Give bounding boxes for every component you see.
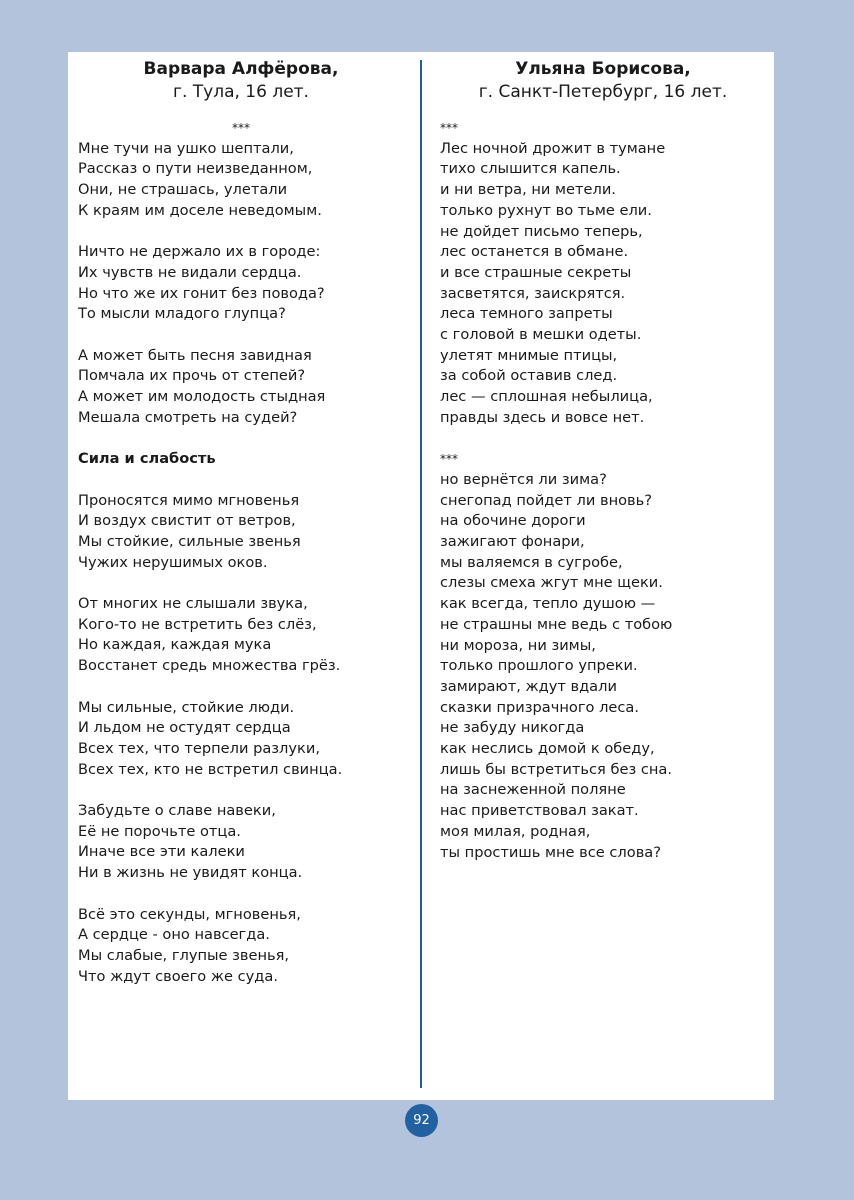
poem-line: как неслись домой к обеду,	[440, 740, 655, 758]
poem-line: Кого-то не встретить без слёз,	[78, 615, 317, 633]
poem-line: улетят мнимые птицы,	[440, 346, 618, 364]
poem-line: с головой в мешки одеты.	[440, 326, 642, 344]
poem-line: И воздух свистит от ветров,	[78, 512, 296, 530]
left-author-name: Варвара Алфёрова,	[143, 59, 339, 79]
poem-line: сказки призрачного леса.	[440, 698, 639, 716]
poem-line: Мы слабые, глупые звенья,	[78, 946, 290, 964]
right-poem1-marker: ***	[440, 121, 458, 135]
poem-line: но вернётся ли зима?	[440, 470, 607, 488]
page-number-badge: 92	[405, 1104, 438, 1137]
poem-line: Лес ночной дрожит в тумане	[440, 139, 666, 157]
poem-line: как всегда, тепло душою —	[440, 595, 656, 613]
poem-line: Восстанет средь множества грёз.	[78, 657, 341, 675]
left-poem1-marker: ***	[232, 121, 250, 135]
left-poem2-stanza	[78, 801, 404, 884]
poem-line: То мысли младого глупца?	[78, 305, 286, 323]
poem-line: К краям им доселе неведомым.	[78, 201, 322, 219]
poem-line: только прошлого упреки.	[440, 657, 638, 675]
poem-line: тихо слышится капель.	[440, 160, 621, 178]
poem-line: за собой оставив след.	[440, 367, 618, 385]
left-poem2	[78, 491, 404, 988]
left-poems	[78, 118, 404, 987]
poem-line: Всех тех, что терпели разлуки,	[78, 739, 320, 757]
poem-line: нас приветствовал закат.	[440, 802, 639, 820]
poem-line: Проносятся мимо мгновенья	[78, 491, 300, 509]
left-author-header	[78, 58, 404, 104]
poem-line: замирают, ждут вдали	[440, 677, 617, 695]
poem-line: моя милая, родная,	[440, 822, 591, 840]
right-poem2-marker: ***	[440, 452, 458, 467]
poem-line: Ни в жизнь не увидят конца.	[78, 864, 303, 882]
left-author-city: г. Тула, 16 лет.	[173, 82, 309, 102]
left-poem2-title: Сила и слабость	[78, 450, 216, 468]
poem-line: И льдом не остудят сердца	[78, 719, 291, 737]
right-poem1	[440, 139, 766, 429]
poem-line: не страшны мне ведь с тобою	[440, 615, 673, 633]
poem-line: Мне тучи на ушко шептали,	[78, 139, 294, 157]
poem-line: мы валяемся в сугробе,	[440, 553, 623, 571]
page-sheet	[68, 52, 774, 1100]
poem-line: Но каждая, каждая мука	[78, 636, 272, 654]
right-poem2	[440, 470, 766, 863]
poem-line: лес — сплошная небылица,	[440, 388, 653, 406]
left-poem2-stanza	[78, 698, 404, 781]
poem-line: ни мороза, ни зимы,	[440, 636, 596, 654]
poem-line: Мы сильные, стойкие люди.	[78, 698, 295, 716]
poem-line: только рухнут во тьме ели.	[440, 201, 652, 219]
left-poem2-stanza	[78, 594, 404, 677]
left-column	[78, 58, 404, 1008]
poem-line: Всех тех, кто не встретил свинца.	[78, 760, 343, 778]
poem-line: Помчала их прочь от степей?	[78, 367, 306, 385]
poem-line: А может им молодость стыдная	[78, 388, 326, 406]
poem-line: не забуду никогда	[440, 719, 585, 737]
left-poem1-stanza	[78, 139, 404, 222]
poem-line: правды здесь и вовсе нет.	[440, 408, 645, 426]
left-poem2-stanza	[78, 905, 404, 988]
poem-line: А может быть песня завидная	[78, 346, 312, 364]
poem-line: Чужих нерушимых оков.	[78, 553, 268, 571]
poem-line: снегопад пойдет ли вновь?	[440, 491, 652, 509]
poem-line: не дойдет письмо теперь,	[440, 222, 643, 240]
poem-line: От многих не слышали звука,	[78, 595, 308, 613]
left-poem2-stanza	[78, 491, 404, 574]
poem-line: и все страшные секреты	[440, 263, 632, 281]
poem-line: Но что же их гонит без повода?	[78, 284, 325, 302]
poem-line: ты простишь мне все слова?	[440, 843, 661, 861]
poem-line: Всё это секунды, мгновенья,	[78, 905, 301, 923]
poem-line: Иначе все эти калеки	[78, 843, 245, 861]
poem-line: засветятся, заискрятся.	[440, 284, 626, 302]
poem-line: на обочине дороги	[440, 512, 586, 530]
right-author-header	[440, 58, 766, 104]
column-divider	[420, 60, 422, 1088]
poem-line: леса темного запреты	[440, 305, 613, 323]
poem-line: лес останется в обмане.	[440, 243, 629, 261]
poem-line: Мешала смотреть на судей?	[78, 408, 298, 426]
left-poem1-stanza	[78, 242, 404, 325]
poem-line: Забудьте о славе навеки,	[78, 802, 276, 820]
poem-line: Мы стойкие, сильные звенья	[78, 532, 301, 550]
poem-line: Ничто не держало их в городе:	[78, 243, 321, 261]
poem-line: А сердце - оно навсегда.	[78, 926, 270, 944]
poem-line: слезы смеха жгут мне щеки.	[440, 574, 663, 592]
right-column	[440, 58, 766, 884]
poem-line: Что ждут своего же суда.	[78, 967, 278, 985]
poem-line: и ни ветра, ни метели.	[440, 181, 616, 199]
poem-line: зажигают фонари,	[440, 533, 585, 551]
poem-line: Её не порочьте отца.	[78, 822, 241, 840]
poem-line: Рассказ о пути неизведанном,	[78, 160, 313, 178]
poem-line: Их чувств не видали сердца.	[78, 263, 302, 281]
poem-line: лишь бы встретиться без сна.	[440, 760, 672, 778]
left-poem1-stanza	[78, 346, 404, 429]
right-author-city: г. Санкт-Петербург, 16 лет.	[478, 82, 728, 102]
right-poems	[440, 118, 766, 863]
left-poem1	[78, 139, 404, 429]
poem-line: Они, не страшась, улетали	[78, 181, 288, 199]
poem-line: на заснеженной поляне	[440, 781, 626, 799]
right-author-name: Ульяна Борисова,	[515, 59, 691, 79]
